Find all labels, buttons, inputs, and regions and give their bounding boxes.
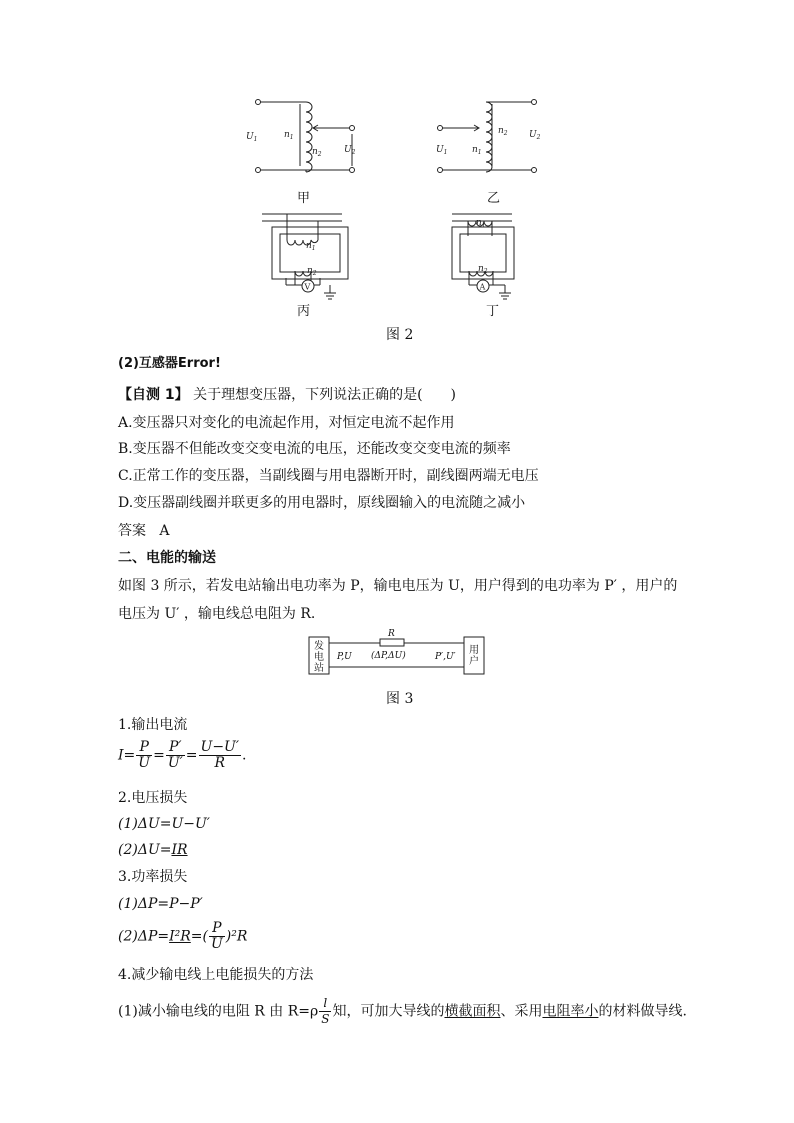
quiz-tag: 【自测 1】 (118, 387, 189, 403)
svg-text:U1: $U_1$ (246, 132, 258, 143)
figure-2-caption: 图 2 (386, 327, 414, 343)
svg-text:站: 站 (314, 663, 324, 674)
svg-text:n2: $n_2$ (312, 147, 322, 158)
answer-value: A (159, 523, 170, 539)
svg-text:(ΔP,ΔU): (ΔP,ΔU) (371, 651, 406, 661)
voltmeter-icon: V (304, 282, 311, 292)
svg-text:n1: $n_1$ (284, 130, 294, 141)
quiz-answer (118, 522, 169, 540)
svg-text:U2: $U_2$ (529, 130, 541, 141)
diagram-jia (256, 100, 355, 173)
quiz-question: 关于理想变压器，下列说法正确的是( ) (193, 387, 457, 403)
svg-text:P′,U′: P′,U′ (435, 652, 456, 662)
subfig-label-yi: 乙 (487, 191, 501, 206)
subfig-label-jia: 甲 (297, 191, 311, 206)
svg-text:n1: $n_1$ (472, 145, 482, 156)
mutual-inductor-line: (2)互感器Error! (118, 356, 221, 371)
svg-text:用: 用 (469, 645, 479, 656)
voltage-loss-1: (1)ΔU=U−U′ (118, 816, 210, 832)
power-loss-1: (1)ΔP=P−P′ (118, 896, 203, 912)
figure-3-caption: 图 3 (386, 691, 414, 707)
item-4-heading: 4.减少输电线上电能损失的方法 (118, 967, 314, 983)
svg-text:电: 电 (314, 652, 324, 663)
svg-text:U2: $U_2$ (344, 145, 356, 156)
svg-text:n2: $n_2$ (478, 264, 488, 275)
svg-text:n1: $n_1$ (476, 218, 486, 229)
figure-2-diagrams (240, 90, 560, 315)
reduce-loss-method-1: (1)减小输电线的电阻 R 由 R=ρ $\frac{l}{S}$ 知，可加大导线的横截面积、采用电阻率小的材料做导线. (118, 996, 687, 1026)
quiz-stem (118, 386, 456, 404)
svg-text:n2: $n_2$ (307, 266, 317, 277)
item-3-heading: 3.功率损失 (118, 869, 188, 885)
quiz-option-a: A.变压器只对变化的电流起作用，对恒定电流不起作用 (118, 415, 455, 431)
svg-text:n2: $n_2$ (498, 126, 508, 137)
quiz-option-c: C.正常工作的变压器，当副线圈与用电器断开时，副线圈两端无电压 (118, 468, 539, 484)
section-2-title: 二、电能的输送 (118, 550, 216, 566)
section-2-intro-line-2: 电压为 U′ ，输电线总电阻为 R. (118, 606, 316, 622)
subfig-label-bing: 丙 (297, 304, 311, 319)
svg-text:n1: $n_1$ (306, 241, 316, 252)
svg-text:发: 发 (314, 641, 324, 652)
voltage-loss-2: (2)ΔU=IR (118, 842, 188, 858)
power-loss-2: (2)ΔP=I²R=( $\frac{P}{U}$ )²R (118, 920, 248, 952)
section-2-intro-line-1: 如图 3 所示，若发电站输出电功率为 P，输电电压为 U，用户得到的电功率为 P′ ，用户的 (118, 578, 678, 594)
item-2-heading: 2.电压损失 (118, 790, 188, 806)
quiz-option-d: D.变压器副线圈并联更多的用电器时，原线圈输入的电流随之减小 (118, 495, 526, 511)
answer-label: 答案 (118, 523, 146, 539)
item-1-heading: 1.输出电流 (118, 717, 188, 733)
resistor-icon (380, 639, 404, 646)
svg-text:R: R (388, 629, 395, 639)
subfig-label-ding: 丁 (486, 304, 500, 319)
diagram-yi (438, 100, 537, 173)
svg-text:U1: $U_1$ (436, 145, 448, 156)
ammeter-icon: A (479, 282, 486, 292)
quiz-option-b: B.变压器不但能改变交变电流的电压，还能改变交变电流的频率 (118, 441, 511, 457)
figure-3-diagram (305, 627, 490, 679)
svg-text:户: 户 (469, 656, 479, 667)
svg-text:P,U: P,U (337, 652, 352, 662)
output-current-formula: I= $\frac{P}{U}$ = $\frac{P'}{U'}$ = $\frac{U-U'}{R}$ . (118, 739, 247, 771)
